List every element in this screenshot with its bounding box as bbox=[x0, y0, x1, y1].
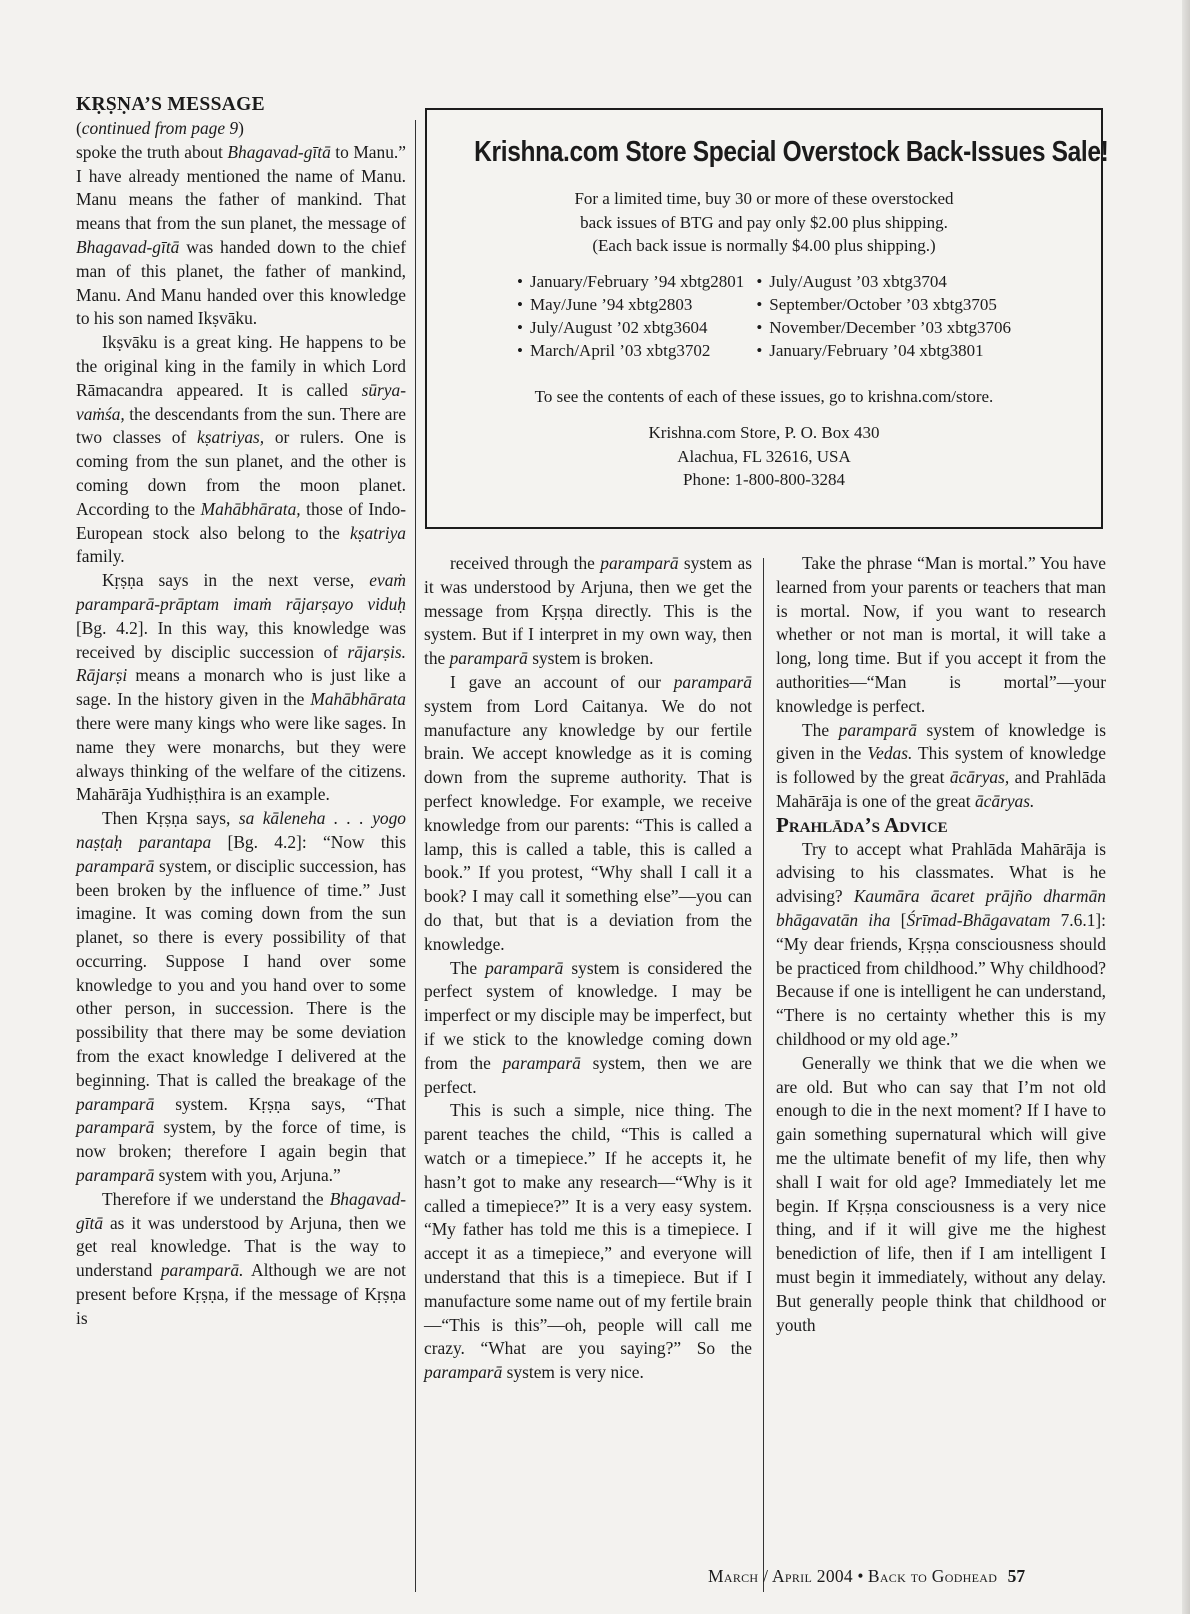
column-rule-right bbox=[763, 558, 764, 1592]
sale-title: Krishna.com Store Special Overstock Back-Issues Sale! bbox=[474, 136, 1109, 168]
sale-intro-line-2: back issues of BTG and pay only $2.00 plus shipping. bbox=[580, 212, 948, 232]
issue-item: • September/October ’03 xbtg3705 bbox=[756, 293, 1011, 316]
page-number: 57 bbox=[1007, 1566, 1026, 1586]
back-issues-sale-box bbox=[425, 108, 1109, 529]
issue-item: • March/April ’03 xbtg3702 bbox=[517, 339, 744, 362]
page-edge bbox=[1182, 0, 1190, 1614]
issue-item: • July/August ’03 xbtg3704 bbox=[756, 270, 1011, 293]
sale-intro-line-1: For a limited time, buy 30 or more of these overstocked bbox=[574, 189, 954, 208]
middle-paragraphs bbox=[424, 552, 752, 1385]
paragraph: The paramparā system is considered the perfect system of knowledge. I may be imperfect or my disciple may be imperfect, but if we stick to the knowledge coming down from the paramparā system, then we are perfect. bbox=[424, 957, 752, 1097]
store-address-line-1: Krishna.com Store, P. O. Box 430 bbox=[648, 423, 880, 443]
issue-list-left bbox=[517, 270, 744, 363]
footer-separator: • bbox=[857, 1566, 864, 1586]
column-rule-left bbox=[415, 120, 416, 1592]
middle-column bbox=[424, 552, 752, 1385]
paragraph: spoke the truth about Bhagavad-gītā to Manu.” I have already mentioned the name of Manu. Manu means the father of mankind. That means that from the sun planet, the message of Bhagavad-gītā was handed down to the chief man of this planet, the father of mankind, Manu. And Manu handed over this knowledge to his son named Ikṣvāku. bbox=[76, 141, 406, 329]
right-paragraphs-a bbox=[776, 552, 1106, 814]
paragraph: I gave an account of our paramparā system from Lord Caitanya. We do not manufacture any knowledge by our fertile brain. We accept knowledge as it is coming down from the supreme authority. That is perfect knowledge. For example, we receive knowledge from our parents: “This is called a lamp, this is called a table, this is called a book.” If you protest, “Why shall I call it a book? I may call it something else”—you can do that, but that is a deviation from the knowledge. bbox=[424, 671, 752, 954]
footer-magazine: Back to Godhead bbox=[867, 1566, 998, 1586]
paragraph: Kṛṣṇa says in the next verse, evaṁ paramparā-prāptam imaṁ rājarṣayo viduḥ [Bg. 4.2]. In this way, this knowledge was received by disciplic succession of rājarṣis. Rājarṣi means a monarch who is just like a sage. In the history given in the Mahābhārata there were many kings who were like sages. In name they were monarchs, but they were always thinking of the welfare of the citizens. Mahārāja Yudhiṣṭhira is an example. bbox=[76, 570, 406, 805]
footer-issue: March / April 2004 bbox=[708, 1566, 853, 1586]
issue-list bbox=[427, 270, 1101, 363]
page-footer bbox=[708, 1566, 1025, 1587]
paragraph: Try to accept what Prahlāda Mahārāja is advising to his classmates. What is he advising? Kaumāra ācaret prājño dharmān bhāgavatān iha [Śrīmad-Bhāgavatam 7.6.1]: “My dear friends, Kṛṣṇa consciousness should be practiced from childhood.” Why childhood? Because if one is intelligent he can understand, “There is no certainty whether this is my childhood or my old age.” bbox=[776, 838, 1107, 1049]
issue-item: • November/December ’03 xbtg3706 bbox=[756, 316, 1011, 339]
continued-text: continued from page 9 bbox=[81, 118, 239, 138]
paragraph: Therefore if we understand the Bhagavad-gītā as it was understood by Arjuna, then we get real knowledge. That is the way to understand paramparā. Although we are not present before Kṛṣṇa, if the message of Kṛṣṇa is bbox=[76, 1188, 406, 1328]
issue-list-right bbox=[756, 270, 1011, 363]
store-url-line: To see the contents of each of these issues, go to krishna.com/store. bbox=[534, 386, 994, 406]
paragraph: The paramparā system of knowledge is given in the Vedas. This system of knowledge is followed by the great ācāryas, and Prahlāda Mahārāja is one of the great ācāryas. bbox=[776, 719, 1107, 811]
issue-item: • May/June ’94 xbtg2803 bbox=[517, 293, 744, 316]
store-address-line-2: Alachua, FL 32616, USA bbox=[677, 446, 851, 466]
paragraph: Generally we think that we die when we are old. But who can say that I’m not old enough to die in the next moment? If I have to gain something supernatural which will give me the ultimate benefit of my life, then why shall I wait for old age? Immediately let me begin. If Kṛṣṇa consciousness is a very nice thing, and if it will give me the highest benediction of life, then if I am intelligent I must begin it immediately, without any delay. But generally people think that childhood or youth bbox=[776, 1052, 1106, 1335]
sale-intro-line-3: (Each back issue is normally $4.00 plus shipping.) bbox=[592, 236, 936, 255]
issue-item: • January/February ’04 xbtg3801 bbox=[756, 339, 1011, 362]
left-paragraphs bbox=[76, 141, 406, 1331]
store-phone: Phone: 1-800-800-3284 bbox=[683, 470, 845, 490]
issue-item: • January/February ’94 xbtg2801 bbox=[517, 270, 744, 293]
right-paragraphs-b bbox=[776, 838, 1106, 1338]
right-column bbox=[776, 552, 1106, 1337]
paragraph: Then Kṛṣṇa says, sa kāleneha . . . yogo naṣṭaḥ parantapa [Bg. 4.2]: “Now this paramparā system, or disciplic succession, has been broken by the influence of time.” Just imagine. It was coming down from the sun planet, so there is every possibility of that occurring. Suppose I hand over some knowledge to you and you hand over to some other person, in succession. There is the possibility that there may be some deviation from the exact knowledge I delivered at the beginning. That is called the breakage of the paramparā system. Kṛṣṇa says, “That paramparā system, by the force of time, is now broken; therefore I again begin that paramparā system with you, Arjuna.” bbox=[76, 808, 406, 1186]
paragraph: Take the phrase “Man is mortal.” You have learned from your parents or teachers that man is mortal. Now, if you want to research whether or not man is mortal, it will take a long, long time. But if you accept it from the authorities—“Man is mortal”—your knowledge is perfect. bbox=[776, 553, 1106, 716]
paragraph: This is such a simple, nice thing. The parent teaches the child, “This is called a watch or a timepiece.” If he accepts it, he hasn’t got to make any research—“Why is it called a timepiece?” It is a very easy system. “My father has told me this is a timepiece. I accept it as a timepiece,” and everyone will understand that this is a timepiece. But if I manufacture some name out of my fertile brain—“This is this”—oh, people will call me crazy. “What are you saying?” So the paramparā system is very nice. bbox=[424, 1100, 752, 1383]
paragraph: Ikṣvāku is a great king. He happens to be the original king in the family in which Lord Rāmacandra appeared. It is called sūrya-vaṁśa, the descendants from the sun. There are two classes of kṣatriyas, or rulers. One is coming from the sun planet, and the other is coming down from the moon planet. According to the Mahābhārata, those of Indo-European stock also belong to the kṣatriya family. bbox=[76, 332, 406, 567]
paragraph: received through the paramparā system as it was understood by Arjuna, then we get the message from Kṛṣṇa directly. This is the system. But if I interpret in my own way, then the paramparā system is broken. bbox=[424, 553, 752, 669]
article-heading: KṚṢṆA’S MESSAGE bbox=[76, 94, 265, 115]
continued-note: (continued from page 9) bbox=[76, 118, 244, 138]
issue-item: • July/August ’02 xbtg3604 bbox=[517, 316, 744, 339]
left-column bbox=[76, 93, 406, 1331]
section-subheading: Prahlāda’s Advice bbox=[776, 812, 948, 837]
